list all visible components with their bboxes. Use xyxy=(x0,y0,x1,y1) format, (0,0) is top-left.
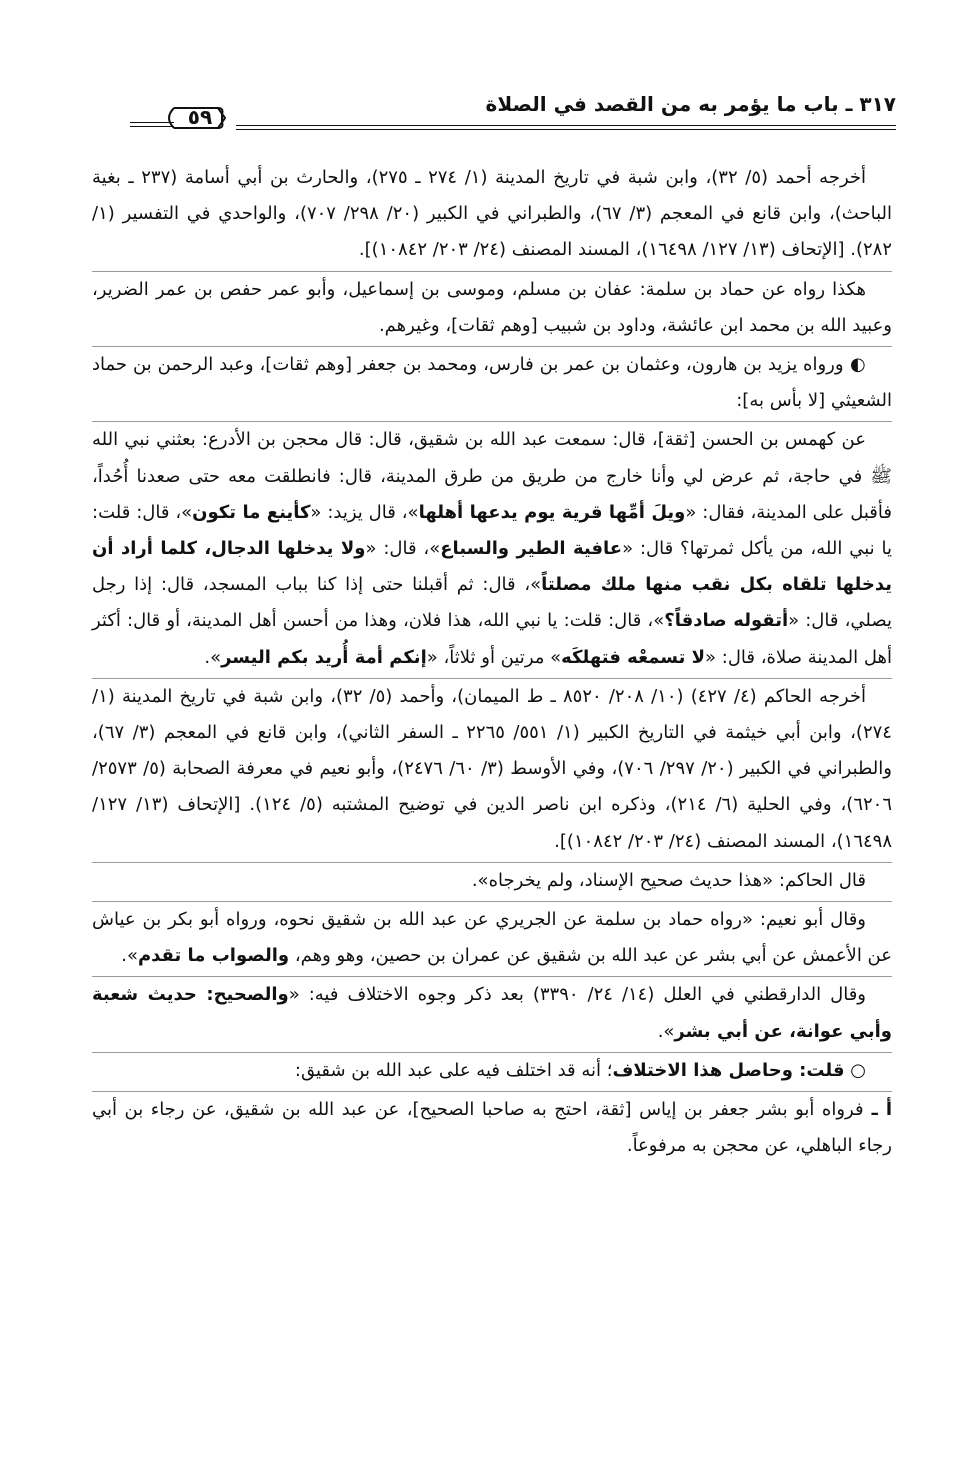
paragraph-p7 xyxy=(92,901,892,974)
bold-text-segment: ◐ xyxy=(843,354,866,376)
paragraph-p4 xyxy=(92,421,892,675)
text-segment: »، قال: ثم أقبلنا حتى إذا كنا بباب المسجد، قال: إذا رجل يصلي، قال: « xyxy=(92,574,892,632)
paragraph-p9 xyxy=(92,1052,892,1089)
paragraph-p1 xyxy=(92,160,892,269)
text-segment: عن كهمس بن الحسن [ثقة]، قال: سمعت عبد الله بن شقيق، قال: قال محجن بن الأدرع: بعثني نبي الله ﷺ في حاجة، ثم عرض لي وأنا خارج من طريق من طرق المدينة، قال: فانطلقت معه حتى صعدنا أُحُداً، فأقبل على المدينة، فقال: « xyxy=(92,429,892,523)
text-segment: »، قال: قلت: يا نبي الله، هذا فلان، وهذا من أحسن أهل المدينة، أو قال: أكثر أهل المدينة صلاة، قال: « xyxy=(92,610,892,668)
paragraph-p10 xyxy=(92,1091,892,1164)
text-segment: ورواه يزيد بن هارون، وعثمان بن عمر بن فارس، ومحمد بن جعفر [وهم ثقات]، وعبد الرحمن بن حماد الشعيثي [لا بأس به]: xyxy=(92,354,892,412)
text-segment: »، قال: قلت: يا نبي الله، من يأكل ثمرتها؟ قال: « xyxy=(92,501,893,560)
paragraph-p6 xyxy=(92,862,892,899)
text-segment: ». xyxy=(121,945,138,967)
paragraph-p5 xyxy=(92,678,892,860)
text-segment: ؛ أنه قد اختلف فيه على عبد الله بن شقيق: xyxy=(294,1059,613,1081)
bold-text-segment: أ ـ xyxy=(863,1099,892,1121)
header-rule xyxy=(236,125,896,130)
chapter-title: ٣١٧ ـ باب ما يؤمر به من القصد في الصلاة xyxy=(485,92,896,116)
text-segment: ». xyxy=(204,646,222,668)
text-segment: ○ xyxy=(844,1059,866,1081)
bold-text-segment: ويلَ أمِّها قرية يوم يدعها أهلها xyxy=(418,501,686,523)
bold-text-segment: عافية الطير والسباع xyxy=(440,538,623,560)
bold-text-segment: كأينع ما تكون xyxy=(192,501,311,523)
paragraph-p2 xyxy=(92,271,892,344)
text-segment: قال الحاكم: «هذا حديث صحيح الإسناد، ولم يخرجاه». xyxy=(471,869,866,891)
paragraph-p8 xyxy=(92,976,892,1049)
paragraph-p3 xyxy=(92,346,892,419)
text-segment: هكذا رواه عن حماد بن سلمة: عفان بن مسلم، وموسى بن إسماعيل، وأبو عمر حفص بن عمر الضرير، وعبيد الله بن محمد ابن عائشة، وداود بن شبيب [وهم ثقات]، وغيرهم. xyxy=(92,278,892,336)
text-segment: »، قال يزيد: « xyxy=(310,501,419,523)
text-segment: » مرتين أو ثلاثاً، « xyxy=(426,646,562,668)
bold-text-segment: والصواب ما تقدم xyxy=(137,945,290,967)
page-header xyxy=(86,92,896,140)
bold-text-segment: لا تسمعْه فتهلكَه xyxy=(561,646,706,668)
text-segment: وقال أبو نعيم: «رواه حماد بن سلمة عن الجريري عن عبد الله بن شقيق نحوه، ورواه أبو بكر بن عياش عن الأعمش عن أبي بشر عن عبد الله بن شقيق عن عمران بن حصين، وهو وهم، xyxy=(92,909,892,967)
text-segment: وقال الدارقطني في العلل (١٤/ ٢٤/ ٣٣٩٠) بعد ذكر وجوه الاختلاف فيه: « xyxy=(288,984,866,1006)
text-segment: أخرجه أحمد (٥/ ٣٢)، وابن شبة في تاريخ المدينة (١/ ٢٧٤ ـ ٢٧٥)، والحارث بن أبي أسامة (٢٣٧ ـ بغية الباحث)، وابن قانع في المعجم (٣/ ٦٧)، والطبراني في الكبير (٢٠/ ٢٩٨/ ٧٠٧)، والواحدي في التفسير (١/ ٢٨٢). [الإتحاف (١٣/ ١٢٧/ ١٦٤٩٨)، المسند المصنف (٢٤/ ٢٠٣/ ١٠٨٤٢)]. xyxy=(92,167,892,261)
text-segment: »، قال: « xyxy=(365,538,441,560)
text-segment: ». xyxy=(657,1020,675,1042)
page-body-text xyxy=(92,160,892,1164)
bold-text-segment: والصحيح: حديث شعبة وأبي عوانة، عن أبي بشر xyxy=(92,984,892,1042)
bold-text-segment: ولا يدخلها الدجال، كلما أراد أن يدخلها تلقاه بكل نقب منها ملك مصلتاً xyxy=(92,538,892,596)
bold-text-segment: قلت: وحاصل هذا الاختلاف xyxy=(612,1059,845,1081)
page-number-badge xyxy=(130,100,226,136)
text-segment: فرواه أبو بشر جعفر بن إياس [ثقة، احتج به صاحبا الصحيح]، عن عبد الله بن شقيق، عن رجاء بن أبي رجاء الباهلي، عن محجن به مرفوعاً. xyxy=(92,1099,892,1157)
bold-text-segment: أتقوله صادقاً؟ xyxy=(664,610,789,632)
page-number: ٥٩ xyxy=(187,105,213,129)
bold-text-segment: إنكم أمة أُريد بكم اليسر xyxy=(221,646,427,668)
text-segment: أخرجه الحاكم (٤/ ٤٢٧) (١٠/ ٢٠٨/ ٨٥٢٠ ـ ط الميمان)، وأحمد (٥/ ٣٢)، وابن شبة في تاريخ المدينة (١/ ٢٧٤)، وابن أبي خيثمة في التاريخ الكبير (١/ ٥٥١/ ٢٢٦٥ ـ السفر الثاني)، وابن قانع في المعجم (٣/ ٦٧)، والطبراني في الكبير (٢٠/ ٢٩٧/ ٧٠٦)، وفي الأوسط (٣/ ٦٠/ ٢٤٧٦)، وأبو نعيم في معرفة الصحابة (٥/ ٢٥٧٣/ ٦٢٠٦)، وفي الحلية (٦/ ٢١٤)، وذكره ابن ناصر الدين في توضيح المشتبه (٥/ ١٢٤). [الإتحاف (١٣/ ١٢٧/ ١٦٤٩٨)، المسند المصنف (٢٤/ ٢٠٣/ ١٠٨٤٢)]. xyxy=(92,685,892,852)
